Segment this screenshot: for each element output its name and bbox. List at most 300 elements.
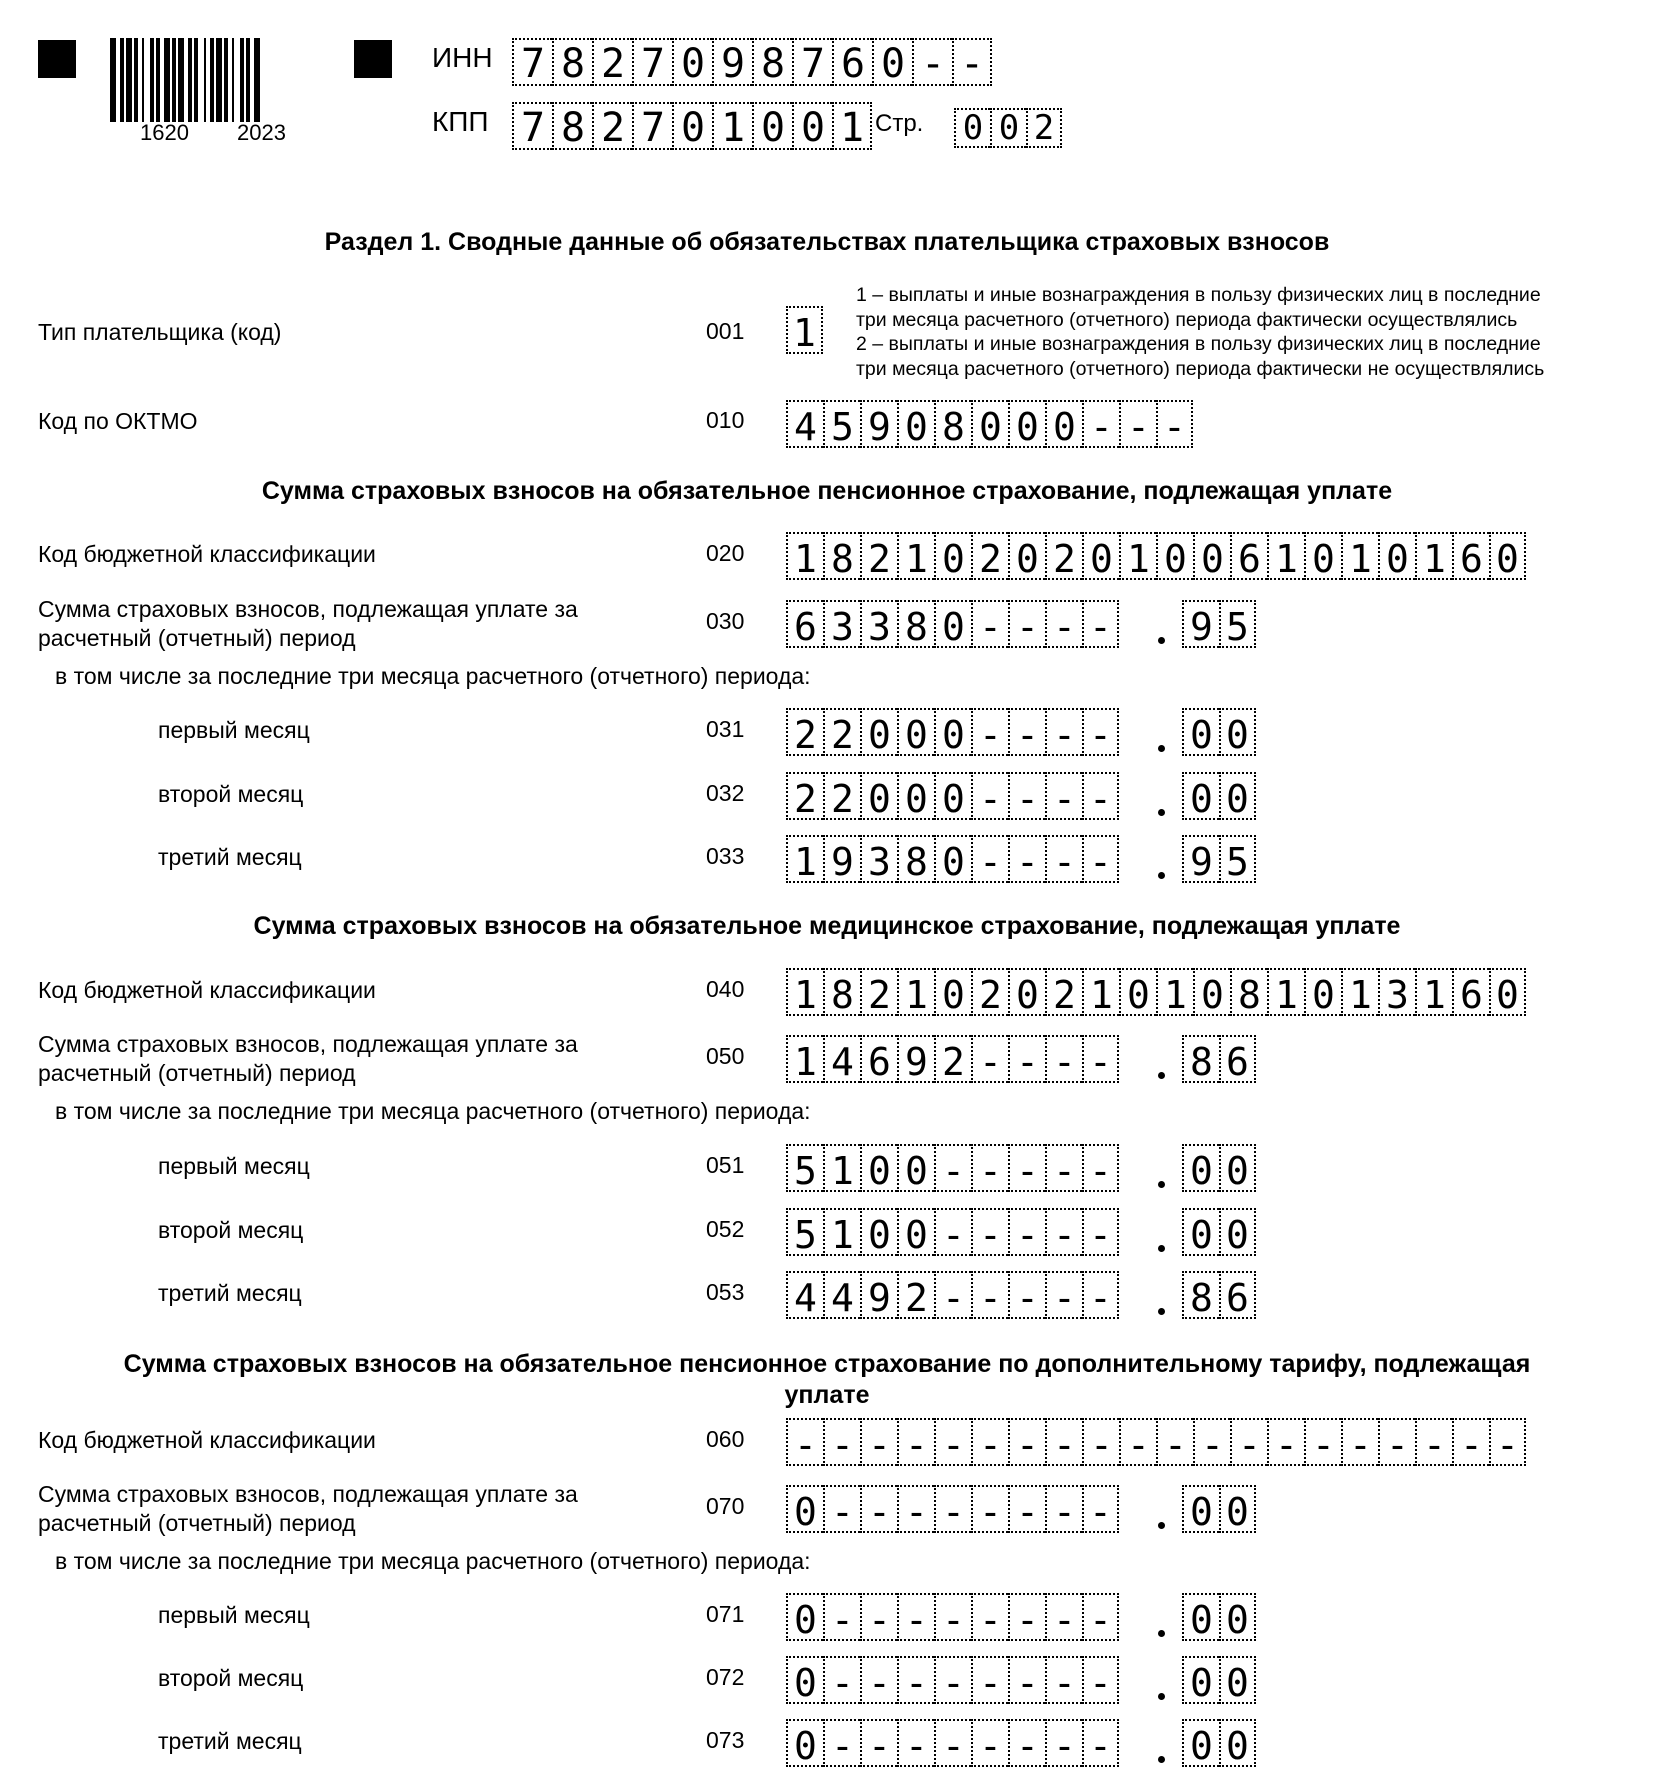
char-cell: - (971, 1208, 1008, 1256)
char-cell: 7 (792, 38, 832, 86)
additional-title (0, 1349, 1654, 1411)
char-cell: 0 (1008, 400, 1045, 448)
additional-kbk-cells (786, 1418, 1526, 1466)
oktmo-label: Код по ОКТМО (38, 408, 198, 434)
char-cell: 0 (1219, 1208, 1256, 1256)
pension-sum-label (38, 595, 578, 653)
char-cell: - (1082, 1271, 1119, 1319)
char-cell: - (1082, 835, 1119, 883)
char-cell: - (1008, 1485, 1045, 1533)
char-cell: - (1452, 1418, 1489, 1466)
char-cell: 8 (823, 532, 860, 580)
char-cell: 0 (860, 772, 897, 820)
char-cell: - (934, 1593, 971, 1641)
char-cell: 0 (1119, 968, 1156, 1016)
pension-month-2-code: 032 (706, 780, 745, 806)
medical-sum-label-line: расчетный (отчетный) период (38, 1060, 356, 1086)
char-cell: 0 (1304, 532, 1341, 580)
additional-month-3-code: 073 (706, 1727, 745, 1753)
pension-month-1-frac-cells (1182, 708, 1256, 756)
pension-title: Сумма страховых взносов на обязательное пенсионное страхование, подлежащая уплате (261, 477, 1393, 505)
medical-sum-frac-cells (1182, 1035, 1256, 1083)
additional-title-line: уплате (784, 1381, 870, 1409)
medical-month-2-decimal-point (1158, 1245, 1165, 1252)
char-cell: - (1082, 600, 1119, 648)
barcode-bar (254, 38, 260, 122)
additional-month-1-frac-cells (1182, 1593, 1256, 1641)
char-cell: - (1045, 1485, 1082, 1533)
barcode-bar (156, 38, 160, 122)
char-cell: - (971, 1418, 1008, 1466)
char-cell: - (823, 1418, 860, 1466)
medical-kbk-cells (786, 968, 1526, 1016)
medical-month-3-frac-cells (1182, 1271, 1256, 1319)
char-cell: 0 (971, 400, 1008, 448)
barcode-number-left: 1620 (140, 120, 189, 145)
char-cell: - (934, 1144, 971, 1192)
barcode-bar (126, 38, 132, 122)
char-cell: 7 (632, 102, 672, 150)
char-cell: 6 (1230, 532, 1267, 580)
char-cell: 0 (934, 968, 971, 1016)
char-cell: - (860, 1418, 897, 1466)
char-cell: 0 (672, 38, 712, 86)
barcode-number-right: 2023 (237, 120, 286, 145)
barcode-bar (232, 38, 234, 122)
char-cell: - (1082, 1144, 1119, 1192)
char-cell: - (1267, 1418, 1304, 1466)
char-cell: 0 (1156, 532, 1193, 580)
additional-month-2-decimal-point (1158, 1693, 1165, 1700)
char-cell: 3 (860, 835, 897, 883)
char-cell: 1 (1415, 532, 1452, 580)
char-cell: - (934, 1418, 971, 1466)
char-cell: 7 (512, 102, 552, 150)
char-cell: - (1008, 1208, 1045, 1256)
additional-incl-label: в том числе за последние три месяца расчетного (отчетного) периода: (55, 1548, 811, 1574)
char-cell: 0 (1008, 532, 1045, 580)
char-cell: 2 (860, 532, 897, 580)
char-cell: - (897, 1485, 934, 1533)
char-cell: 1 (897, 968, 934, 1016)
pension-sum-code: 030 (706, 608, 745, 634)
char-cell: 0 (1082, 532, 1119, 580)
char-cell: 0 (1219, 1485, 1256, 1533)
char-cell: 0 (897, 1208, 934, 1256)
char-cell: - (971, 835, 1008, 883)
barcode-bar (172, 38, 176, 122)
medical-month-3-int-cells (786, 1271, 1119, 1319)
char-cell: 9 (823, 835, 860, 883)
kpp-cells (512, 102, 872, 150)
char-cell: 7 (512, 38, 552, 86)
char-cell: 8 (1230, 968, 1267, 1016)
barcode-bar (120, 38, 124, 122)
char-cell: - (1082, 772, 1119, 820)
char-cell: 2 (897, 1271, 934, 1319)
additional-month-1-int-cells (786, 1593, 1119, 1641)
additional-month-2-frac-cells (1182, 1656, 1256, 1704)
char-cell: - (971, 600, 1008, 648)
corner-marker-left (38, 40, 76, 78)
pension-month-1-code: 031 (706, 716, 745, 742)
pension-month-2-decimal-point (1158, 809, 1165, 816)
char-cell: 4 (786, 400, 823, 448)
payer-type-note (856, 283, 1544, 381)
medical-sum-decimal-point (1158, 1072, 1165, 1079)
pension-sum-decimal-point (1158, 637, 1165, 644)
char-cell: 0 (792, 102, 832, 150)
char-cell: - (1008, 1656, 1045, 1704)
char-cell: - (897, 1656, 934, 1704)
char-cell: 0 (860, 1144, 897, 1192)
char-cell: - (1489, 1418, 1526, 1466)
char-cell: - (823, 1485, 860, 1533)
char-cell: - (971, 1035, 1008, 1083)
char-cell: 5 (1219, 835, 1256, 883)
pension-sum-frac-cells (1182, 600, 1256, 648)
char-cell: - (934, 1719, 971, 1767)
char-cell: 9 (860, 400, 897, 448)
char-cell: 0 (1489, 532, 1526, 580)
corner-marker-right (354, 40, 392, 78)
char-cell: 5 (1219, 600, 1256, 648)
char-cell: - (823, 1593, 860, 1641)
char-cell: 0 (1182, 1144, 1219, 1192)
char-cell: 9 (712, 38, 752, 86)
char-cell: - (897, 1593, 934, 1641)
additional-title-line: Сумма страховых взносов на обязательное пенсионное страхование по дополнительному тарифу, подлежащая (123, 1350, 1531, 1378)
char-cell: - (1082, 1593, 1119, 1641)
char-cell: 0 (860, 708, 897, 756)
char-cell: 1 (712, 102, 752, 150)
char-cell: - (1082, 1208, 1119, 1256)
char-cell: 0 (672, 102, 712, 150)
char-cell: - (1082, 1418, 1119, 1466)
char-cell: 1 (1082, 968, 1119, 1016)
medical-month-2-label: второй месяц (158, 1217, 304, 1243)
char-cell: - (934, 1271, 971, 1319)
char-cell: 2 (860, 968, 897, 1016)
barcode-bar (178, 38, 184, 122)
char-cell: 2 (971, 968, 1008, 1016)
char-cell: 2 (1045, 532, 1082, 580)
additional-sum-label-line: Сумма страховых взносов, подлежащая уплате за (38, 1481, 578, 1507)
pension-kbk-label: Код бюджетной классификации (38, 541, 376, 567)
additional-sum-label (38, 1480, 578, 1538)
medical-month-1-label: первый месяц (158, 1153, 310, 1179)
char-cell: 2 (786, 708, 823, 756)
char-cell: - (823, 1719, 860, 1767)
char-cell: 0 (934, 772, 971, 820)
char-cell: 0 (1182, 1593, 1219, 1641)
pension-kbk-cells (786, 532, 1526, 580)
additional-month-3-label: третий месяц (158, 1728, 302, 1754)
pension-month-3-int-cells (786, 835, 1119, 883)
medical-month-1-decimal-point (1158, 1181, 1165, 1188)
char-cell: 0 (934, 532, 971, 580)
char-cell: - (860, 1485, 897, 1533)
char-cell: - (860, 1656, 897, 1704)
char-cell: 0 (1182, 772, 1219, 820)
barcode-bar (224, 38, 228, 122)
char-cell: 0 (934, 835, 971, 883)
char-cell: 3 (1378, 968, 1415, 1016)
medical-month-2-int-cells (786, 1208, 1119, 1256)
char-cell: 1 (1156, 968, 1193, 1016)
char-cell: 8 (1182, 1035, 1219, 1083)
char-cell: 0 (1193, 532, 1230, 580)
barcode-bar (164, 38, 170, 122)
char-cell: - (1045, 1418, 1082, 1466)
char-cell: - (1193, 1418, 1230, 1466)
char-cell: - (897, 1418, 934, 1466)
pension-month-2-int-cells (786, 772, 1119, 820)
char-cell: 0 (1304, 968, 1341, 1016)
char-cell: - (1008, 708, 1045, 756)
char-cell: 9 (1182, 600, 1219, 648)
char-cell: 0 (954, 108, 990, 148)
char-cell: 1 (897, 532, 934, 580)
char-cell: - (1045, 1144, 1082, 1192)
char-cell: - (1008, 1271, 1045, 1319)
char-cell: 6 (786, 600, 823, 648)
char-cell: - (971, 1656, 1008, 1704)
char-cell: 2 (786, 772, 823, 820)
char-cell: 2 (823, 708, 860, 756)
char-cell: - (1045, 600, 1082, 648)
char-cell: - (1045, 708, 1082, 756)
char-cell: - (934, 1656, 971, 1704)
medical-month-2-frac-cells (1182, 1208, 1256, 1256)
char-cell: 2 (1045, 968, 1082, 1016)
char-cell: - (1008, 1035, 1045, 1083)
pension-month-3-code: 033 (706, 843, 745, 869)
medical-kbk-label: Код бюджетной классификации (38, 977, 376, 1003)
char-cell: - (1119, 400, 1156, 448)
char-cell: - (1119, 1418, 1156, 1466)
char-cell: 0 (1182, 1719, 1219, 1767)
char-cell: 0 (897, 400, 934, 448)
additional-sum-label-line: расчетный (отчетный) период (38, 1510, 356, 1536)
char-cell: - (1008, 1418, 1045, 1466)
char-cell: - (1045, 1035, 1082, 1083)
char-cell: 0 (1182, 1656, 1219, 1704)
char-cell: 0 (1489, 968, 1526, 1016)
char-cell: 6 (832, 38, 872, 86)
char-cell: 0 (1219, 1719, 1256, 1767)
barcode (110, 38, 322, 122)
char-cell: - (1008, 1719, 1045, 1767)
page-label: Стр. (875, 110, 924, 137)
char-cell: 0 (934, 708, 971, 756)
char-cell: 0 (934, 600, 971, 648)
char-cell: 5 (786, 1208, 823, 1256)
pension-month-2-label: второй месяц (158, 781, 304, 807)
additional-month-3-decimal-point (1158, 1756, 1165, 1763)
char-cell: - (1230, 1418, 1267, 1466)
char-cell: - (912, 38, 952, 86)
inn-label: ИНН (432, 42, 493, 73)
char-cell: - (1045, 772, 1082, 820)
additional-month-1-code: 071 (706, 1601, 745, 1627)
char-cell: 6 (1219, 1271, 1256, 1319)
char-cell: - (823, 1656, 860, 1704)
char-cell: 2 (823, 772, 860, 820)
char-cell: - (1341, 1418, 1378, 1466)
char-cell: - (897, 1719, 934, 1767)
section-title: Раздел 1. Сводные данные об обязательствах плательщика страховых взносов (324, 228, 1330, 256)
char-cell: 8 (897, 600, 934, 648)
char-cell: - (860, 1593, 897, 1641)
payer-type-note-line: 1 – выплаты и иные вознаграждения в пользу физических лиц в последние (856, 284, 1541, 306)
char-cell: 2 (971, 532, 1008, 580)
char-cell: - (1008, 1144, 1045, 1192)
char-cell: - (860, 1719, 897, 1767)
medical-sum-int-cells (786, 1035, 1119, 1083)
char-cell: 4 (786, 1271, 823, 1319)
pension-incl-label: в том числе за последние три месяца расчетного (отчетного) периода: (55, 663, 811, 689)
char-cell: 0 (860, 1208, 897, 1256)
char-cell: 0 (1045, 400, 1082, 448)
inn-cells (512, 38, 992, 86)
medical-month-3-label: третий месяц (158, 1280, 302, 1306)
char-cell: - (1378, 1418, 1415, 1466)
char-cell: - (1045, 1271, 1082, 1319)
pension-sum-label-line: Сумма страховых взносов, подлежащая уплате за (38, 596, 578, 622)
char-cell: 0 (1182, 708, 1219, 756)
char-cell: 6 (860, 1035, 897, 1083)
char-cell: 4 (823, 1035, 860, 1083)
medical-incl-label: в том числе за последние три месяца расчетного (отчетного) периода: (55, 1098, 811, 1124)
char-cell: 0 (897, 708, 934, 756)
char-cell: - (1045, 1593, 1082, 1641)
char-cell: 1 (1341, 968, 1378, 1016)
char-cell: 0 (1219, 708, 1256, 756)
char-cell: 0 (1193, 968, 1230, 1016)
pension-month-3-frac-cells (1182, 835, 1256, 883)
char-cell: 8 (552, 38, 592, 86)
char-cell: 2 (1026, 108, 1062, 148)
payer-type-code: 001 (706, 318, 745, 344)
char-cell: - (1045, 835, 1082, 883)
barcode-bar (110, 38, 116, 122)
char-cell: 0 (752, 102, 792, 150)
additional-month-3-int-cells (786, 1719, 1119, 1767)
char-cell: - (1045, 1208, 1082, 1256)
char-cell: - (971, 1593, 1008, 1641)
char-cell: 9 (897, 1035, 934, 1083)
payer-type-cells (786, 306, 823, 354)
char-cell: - (1045, 1656, 1082, 1704)
char-cell: 1 (1341, 532, 1378, 580)
char-cell: 0 (1378, 532, 1415, 580)
char-cell: 0 (1008, 968, 1045, 1016)
additional-kbk-label: Код бюджетной классификации (38, 1427, 376, 1453)
char-cell: 0 (786, 1485, 823, 1533)
char-cell: 1 (786, 835, 823, 883)
additional-sum-frac-cells (1182, 1485, 1256, 1533)
additional-sum-code: 070 (706, 1493, 745, 1519)
char-cell: 1 (1267, 968, 1304, 1016)
char-cell: 0 (1182, 1208, 1219, 1256)
char-cell: - (1415, 1418, 1452, 1466)
additional-month-2-code: 072 (706, 1664, 745, 1690)
char-cell: 0 (1219, 1593, 1256, 1641)
pension-month-2-frac-cells (1182, 772, 1256, 820)
additional-month-1-decimal-point (1158, 1630, 1165, 1637)
medical-month-3-decimal-point (1158, 1308, 1165, 1315)
char-cell: 1 (786, 532, 823, 580)
char-cell: 1 (823, 1208, 860, 1256)
char-cell: 3 (823, 600, 860, 648)
char-cell: - (1082, 1719, 1119, 1767)
char-cell: - (786, 1418, 823, 1466)
char-cell: 0 (1219, 1144, 1256, 1192)
char-cell: - (1008, 772, 1045, 820)
char-cell: 8 (552, 102, 592, 150)
barcode-bar (134, 38, 138, 122)
medical-sum-label-line: Сумма страховых взносов, подлежащая уплате за (38, 1031, 578, 1057)
additional-sum-decimal-point (1158, 1522, 1165, 1529)
additional-sum-int-cells (786, 1485, 1119, 1533)
char-cell: 1 (1415, 968, 1452, 1016)
additional-month-2-int-cells (786, 1656, 1119, 1704)
medical-sum-label (38, 1030, 578, 1088)
kpp-label: КПП (432, 106, 489, 137)
char-cell: 8 (823, 968, 860, 1016)
char-cell: 1 (786, 306, 823, 354)
char-cell: 6 (1219, 1035, 1256, 1083)
char-cell: 0 (786, 1593, 823, 1641)
page-cells (954, 108, 1062, 148)
medical-kbk-code: 040 (706, 976, 745, 1002)
barcode-bar (210, 38, 214, 122)
char-cell: - (1082, 1035, 1119, 1083)
pension-sum-label-line: расчетный (отчетный) период (38, 625, 356, 651)
char-cell: - (1082, 400, 1119, 448)
pension-kbk-code: 020 (706, 540, 745, 566)
char-cell: 5 (786, 1144, 823, 1192)
payer-type-note-line: три месяца расчетного (отчетного) периода фактически осуществлялись (856, 308, 1518, 331)
char-cell: - (1304, 1418, 1341, 1466)
char-cell: 1 (1119, 532, 1156, 580)
barcode-bar (188, 38, 192, 122)
char-cell: 2 (592, 102, 632, 150)
additional-month-2-label: второй месяц (158, 1665, 304, 1691)
char-cell: 1 (1267, 532, 1304, 580)
additional-month-3-frac-cells (1182, 1719, 1256, 1767)
barcode-bar (240, 38, 244, 122)
pension-month-1-decimal-point (1158, 745, 1165, 752)
char-cell: - (971, 708, 1008, 756)
barcode-bar (142, 38, 144, 122)
pension-month-3-decimal-point (1158, 872, 1165, 879)
char-cell: - (1082, 1485, 1119, 1533)
additional-month-1-label: первый месяц (158, 1602, 310, 1628)
medical-month-2-code: 052 (706, 1216, 745, 1242)
medical-month-1-int-cells (786, 1144, 1119, 1192)
char-cell: 0 (872, 38, 912, 86)
char-cell: - (1156, 1418, 1193, 1466)
medical-month-1-code: 051 (706, 1152, 745, 1178)
char-cell: - (934, 1208, 971, 1256)
char-cell: - (1156, 400, 1193, 448)
barcode-bar (150, 38, 154, 122)
pension-month-1-int-cells (786, 708, 1119, 756)
char-cell: 2 (592, 38, 632, 86)
char-cell: - (1082, 708, 1119, 756)
